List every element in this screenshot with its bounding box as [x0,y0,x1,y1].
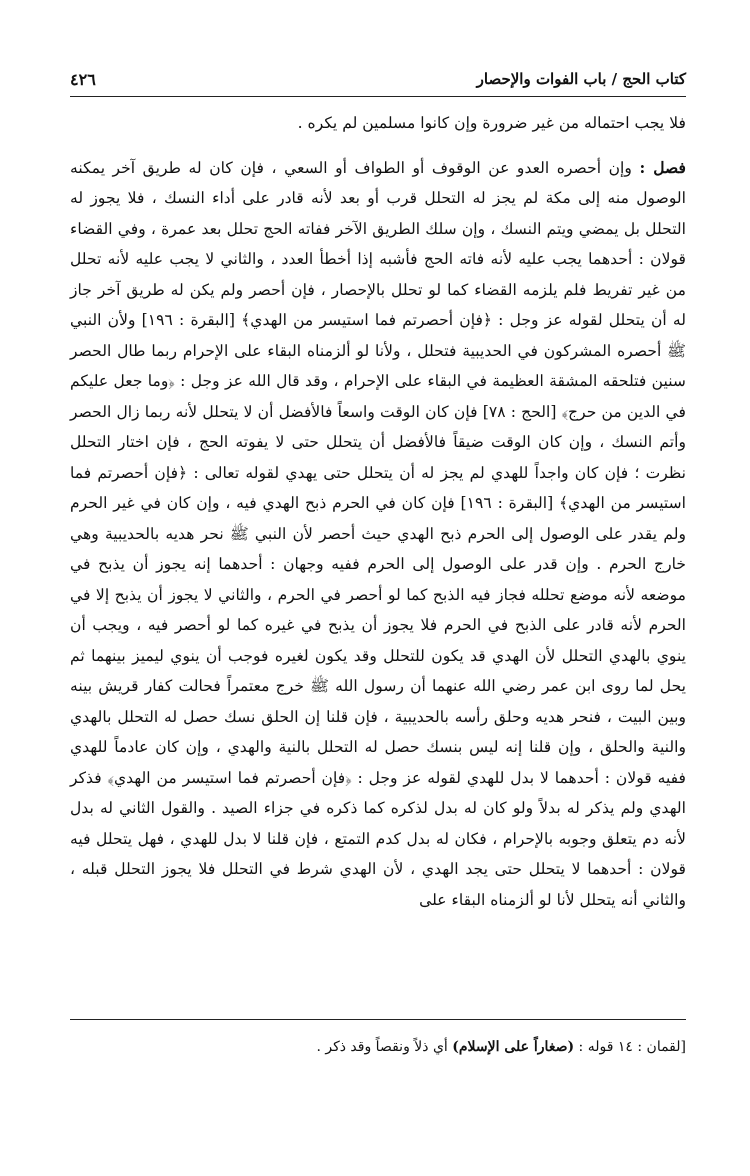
footnote-explanation: أي ذلاً ونقصاً وقد ذكر . [316,1039,448,1055]
section-text: وإن أحصره العدو عن الوقوف أو الطواف أو السعي ، فإن كان له طريق آخر يمكنه الوصول منه إلى مكة لم يجز له التحلل قرب أو بعد لأنه قادر على أداء النسك ، فلا يجوز له التحلل بل يمضي ويتم النسك ، وإن سلك الطريق الآخر ففاته الحج تحلل بعد عمرة ، وفي القضاء قولان : أحدهما يجب عليه لأنه فاته الحج فأشبه إذا أخطأ العدد ، والثاني لا يجب عليه لأنه تحلل من غير تفريط فلم يلزمه القضاء كما لو تحلل بالإحصار ، فإن أحصر ولم يكن له طريق آخر جاز له أن يتحلل لقوله عز وجل : ﴿فإن أحصرتم فما استيسر من الهدي﴾ [البقرة : ١٩٦] ولأن النبي ﷺ أحصره المشركون في الحديبية فتحلل ، ولأنا لو ألزمناه البقاء على الإحرام ربما طال الحصر سنين فتلحقه المشقة العظيمة في البقاء على الإحرام ، وقد قال الله عز وجل : ﴿وما جعل عليكم في الدين من حرج﴾ [الحج : ٧٨] فإن كان الوقت واسعاً فالأفضل أن لا يتحلل لأنه ربما زال الحصر وأتم النسك ، وإن كان الوقت ضيقاً فالأفضل أن يتحلل حتى لا يفوته الحج ، فإن اختار التحلل نظرت ؛ فإن كان واجداً للهدي لم يجز له أن يتحلل حتى يهدي لقوله تعالى : ﴿فإن أحصرتم فما استيسر من الهدي﴾ [البقرة : ١٩٦] فإن كان في الحرم ذبح الهدي فيه ، وإن كان في غير الحرم ولم يقدر على الوصول إلى الحرم ذبح الهدي حيث أحصر لأن النبي ﷺ نحر هديه بالحديبية وهي خارج الحرم . وإن قدر على الوصول إلى الحرم ففيه وجهان : أحدهما إنه يجوز أن يذبح في موضعه لأنه موضع تحلله فجاز فيه الذبح كما لو أحصر في الحرم ، والثاني لا يجوز أن يذبح إلا في الحرم لأنه قادر على الذبح في الحرم فلا يجوز أن يذبح في غيره كما لو أحصر فيه ، ويجب أن ينوي بالهدي التحلل لأن الهدي قد يكون للتحلل وقد يكون لغيره فوجب أن ينوي ليميز بينهما ثم يحل لما روى ابن عمر رضي الله عنهما أن رسول الله ﷺ خرج معتمراً فحالت كفار قريش بينه وبين البيت ، فنحر هديه وحلق رأسه بالحديبية ، فإن قلنا إن الحلق نسك حصل له التحلل بالهدي والنية والحلق ، وإن قلنا إنه ليس بنسك حصل له التحلل بالنية والهدي ، وإن كان عادماً للهدي ففيه قولان : أحدهما لا بدل للهدي لقوله عز وجل : ﴿فإن أحصرتم فما استيسر من الهدي﴾ فذكر الهدي ولم يذكر له بدلاً ولو كان له بدل لذكره كما ذكره في جزاء الصيد . والقول الثاني له بدل لأنه دم يتعلق وجوبه بالإحرام ، فكان له بدل كدم التمتع ، فإن قلنا لا بدل للهدي ، فهل يتحلل فيه قولان : أحدهما لا يتحلل حتى يجد الهدي ، لأن الهدي شرط في التحلل فلا يجوز التحلل قبله ، والثاني أنه يتحلل لأنا لو ألزمناه البقاء على [70,158,687,909]
footnote-divider [70,1019,686,1020]
section-lead-word: فصل : [639,157,686,177]
section-paragraph [70,153,686,916]
page-header [70,70,686,97]
opening-paragraph: فلا يجب احتماله من غير ضرورة وإن كانوا مسلمين لم يكره . [297,114,686,132]
footnote [70,1034,686,1060]
page-number: ٤٢٦ [70,70,96,89]
footnote-phrase: (صغاراً على الإسلام) [452,1039,575,1055]
footnote-ref: [لقمان : ١٤ قوله : [578,1039,686,1055]
running-title: كتاب الحج / باب الفوات والإحصار [476,70,686,88]
main-text [70,108,686,915]
